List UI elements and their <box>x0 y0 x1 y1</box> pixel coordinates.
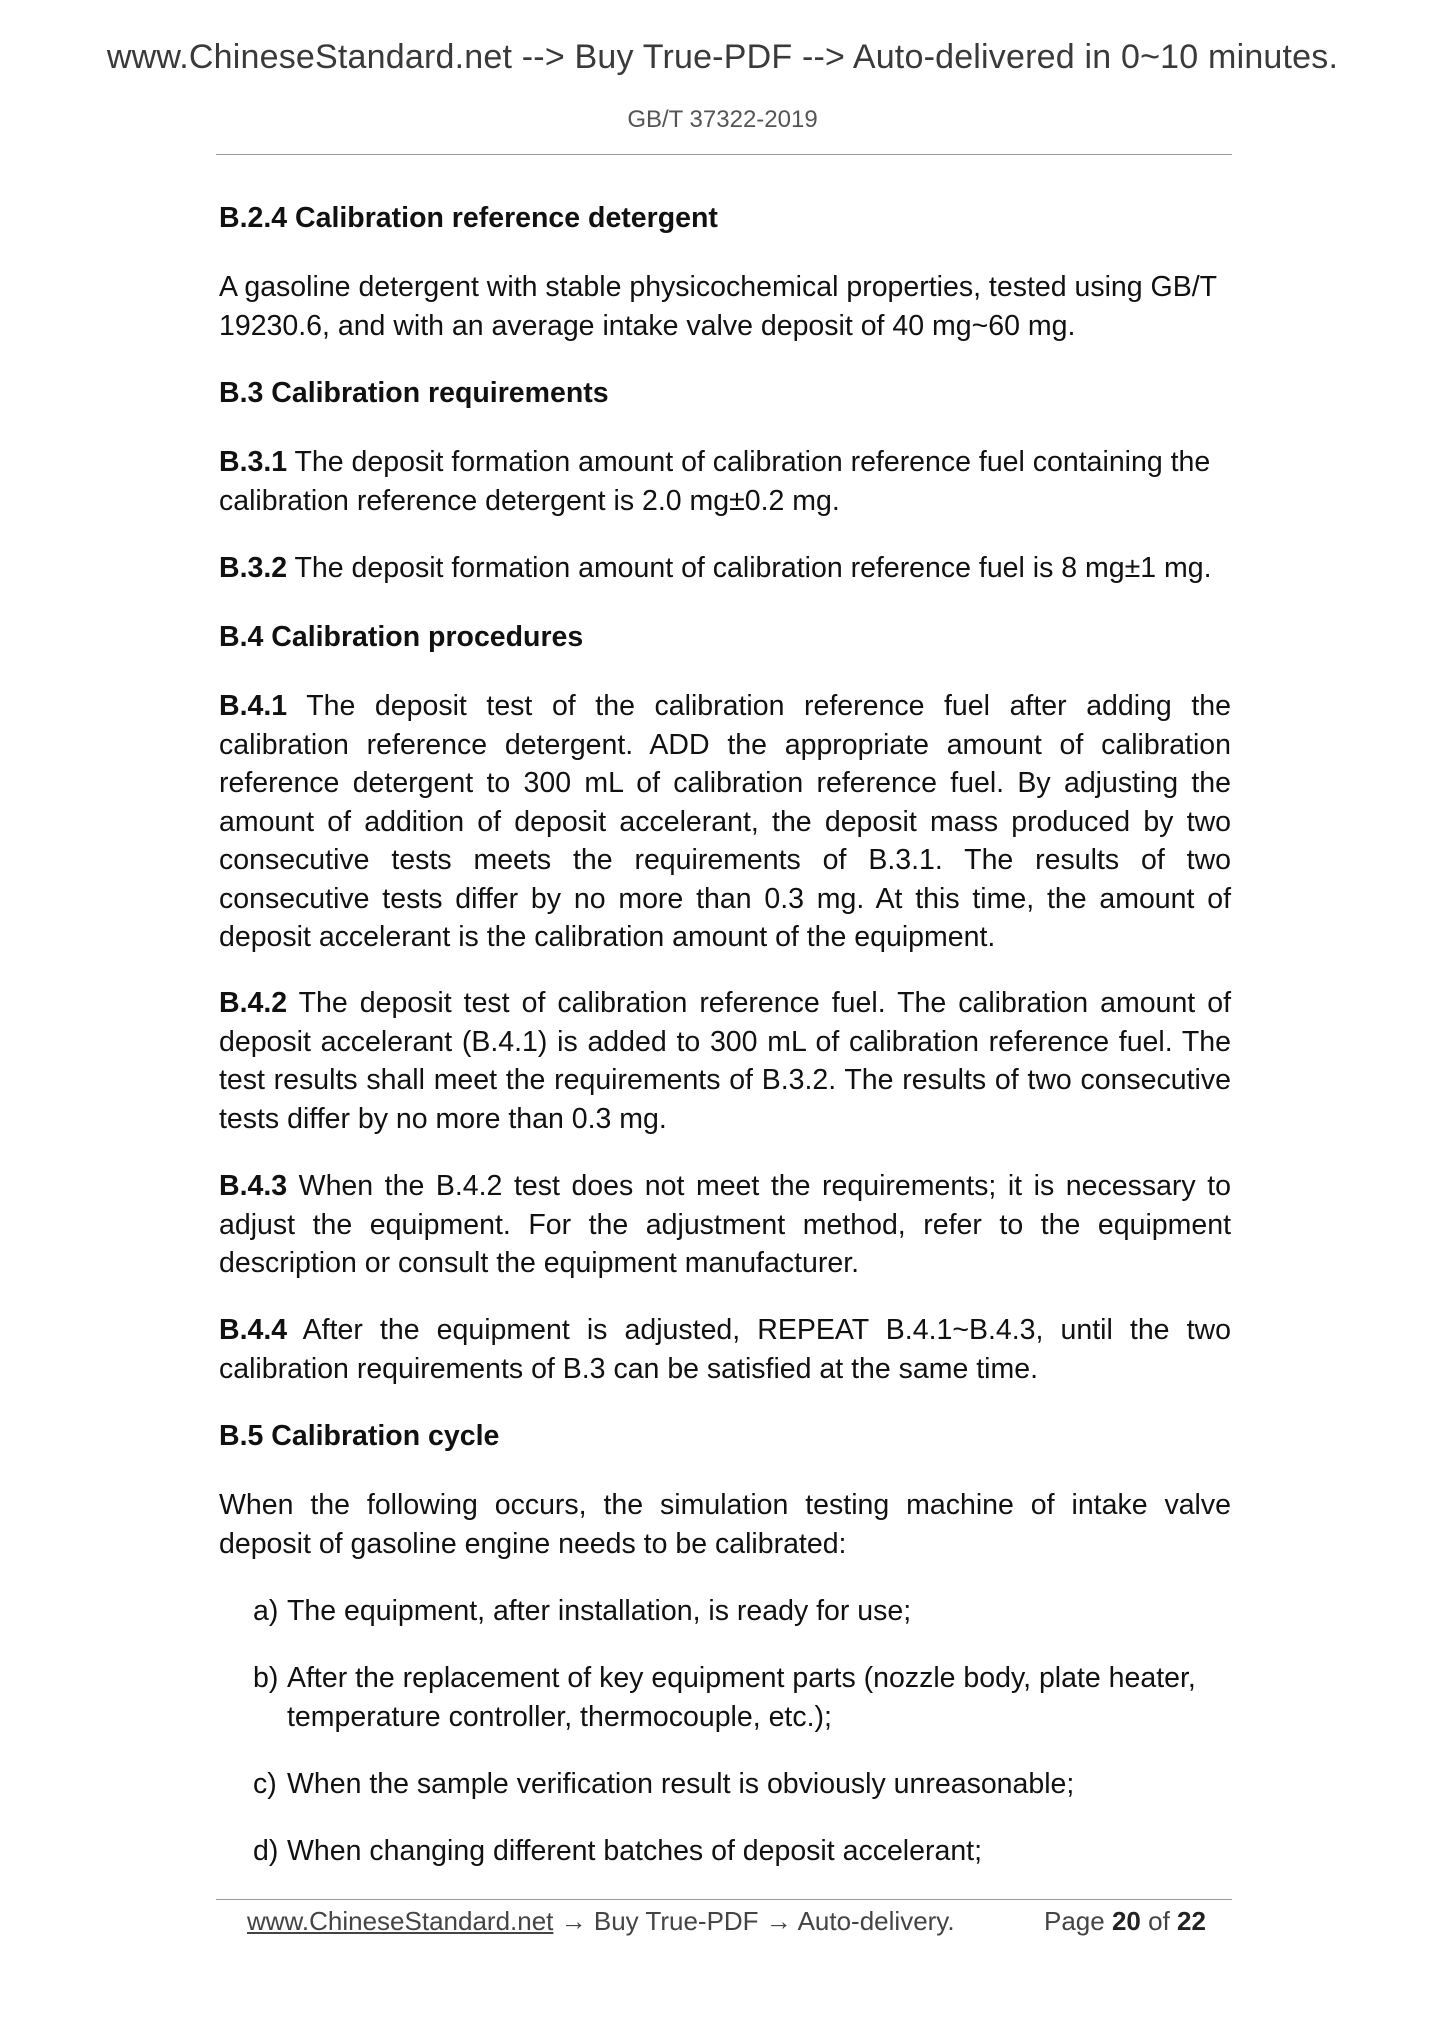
paragraph-b4-1 <box>219 687 1231 957</box>
clause-number: B.4.1 <box>219 690 288 722</box>
list-label: b) <box>253 1662 279 1694</box>
list-text: When the sample verification result is obviously unreasonable; <box>287 1768 1075 1800</box>
clause-text: The deposit test of calibration reference fuel. The calibration amount of deposit accelerant (B.4.1) is added to 300 mL of calibration reference fuel. The test results shall meet the requirements of B.3.2. The results of two consecutive tests differ by no more than 0.3 mg. <box>219 987 1231 1135</box>
paragraph-b4-3 <box>219 1167 1231 1283</box>
heading-b2-4: B.2.4 Calibration reference detergent <box>219 202 718 234</box>
paragraph-b4-4 <box>219 1311 1231 1388</box>
page-label: Page <box>1044 1906 1105 1936</box>
paragraph-b5-intro: When the following occurs, the simulation testing machine of intake valve deposit of gasoline engine needs to be calibrated: <box>219 1489 1231 1560</box>
footer-tagline: → Buy True-PDF → Auto-delivery. <box>553 1906 955 1936</box>
list-text: After the replacement of key equipment parts (nozzle body, plate heater, temperature controller, thermocouple, etc.); <box>287 1662 1196 1733</box>
list-text: The equipment, after installation, is ready for use; <box>287 1595 912 1627</box>
of-label: of <box>1148 1906 1170 1936</box>
paragraph-b3-2 <box>219 549 1231 588</box>
page-total: 22 <box>1177 1906 1206 1936</box>
footer-divider <box>216 1899 1232 1900</box>
top-banner: www.ChineseStandard.net --> Buy True-PDF --> Auto-delivered in 0~10 minutes. <box>106 38 1339 76</box>
heading-b4: B.4 Calibration procedures <box>219 621 584 653</box>
clause-text: The deposit test of the calibration reference fuel after adding the calibration reference detergent. ADD the appropriate amount of calibration reference detergent to 300 mL of calibration reference fuel. By adjusting the amount of addition of deposit accelerant, the deposit mass produced by two consecutive tests meets the requirements of B.3.1. The results of two consecutive tests differ by no more than 0.3 mg. At this time, the amount of deposit accelerant is the calibration amount of the equipment. <box>219 690 1231 953</box>
clause-text: After the equipment is adjusted, REPEAT B.4.1~B.4.3, until the two calibration requirements of B.3 can be satisfied at the same time. <box>219 1314 1231 1385</box>
list-label: d) <box>253 1835 279 1867</box>
footer-site-link[interactable]: www.ChineseStandard.net <box>247 1906 554 1936</box>
clause-text: When the B.4.2 test does not meet the requirements; it is necessary to adjust the equipment. For the adjustment method, refer to the equipment description or consult the equipment manufacturer. <box>219 1170 1231 1279</box>
clause-number: B.4.3 <box>219 1170 288 1202</box>
header-divider <box>216 154 1232 155</box>
page-number <box>1044 1903 1206 1939</box>
clause-number: B.4.2 <box>219 987 288 1019</box>
footer-left <box>247 1903 955 1939</box>
clause-number: B.4.4 <box>219 1314 288 1346</box>
list-label: a) <box>253 1595 279 1627</box>
paragraph-b4-2 <box>219 984 1231 1138</box>
heading-b5: B.5 Calibration cycle <box>219 1420 500 1452</box>
clause-text: The deposit formation amount of calibration reference fuel containing the calibration reference detergent is 2.0 mg±0.2 mg. <box>219 446 1211 517</box>
list-item <box>253 1832 1231 1871</box>
clause-number: B.3.1 <box>219 446 288 478</box>
paragraph-b2-4: A gasoline detergent with stable physicochemical properties, tested using GB/T 19230.6, and with an average intake valve deposit of 40 mg~60 mg. <box>219 271 1217 342</box>
standard-code: GB/T 37322-2019 <box>627 106 818 133</box>
heading-b3: B.3 Calibration requirements <box>219 377 609 409</box>
list-text: When changing different batches of deposit accelerant; <box>287 1835 983 1867</box>
paragraph-b3-1 <box>219 443 1231 520</box>
clause-number: B.3.2 <box>219 552 288 584</box>
list-item <box>253 1592 1231 1631</box>
list-item <box>253 1659 1231 1736</box>
list-label: c) <box>253 1768 277 1800</box>
clause-text: The deposit formation amount of calibration reference fuel is 8 mg±1 mg. <box>287 552 1212 584</box>
page-current: 20 <box>1111 1906 1141 1936</box>
list-item <box>253 1765 1231 1804</box>
